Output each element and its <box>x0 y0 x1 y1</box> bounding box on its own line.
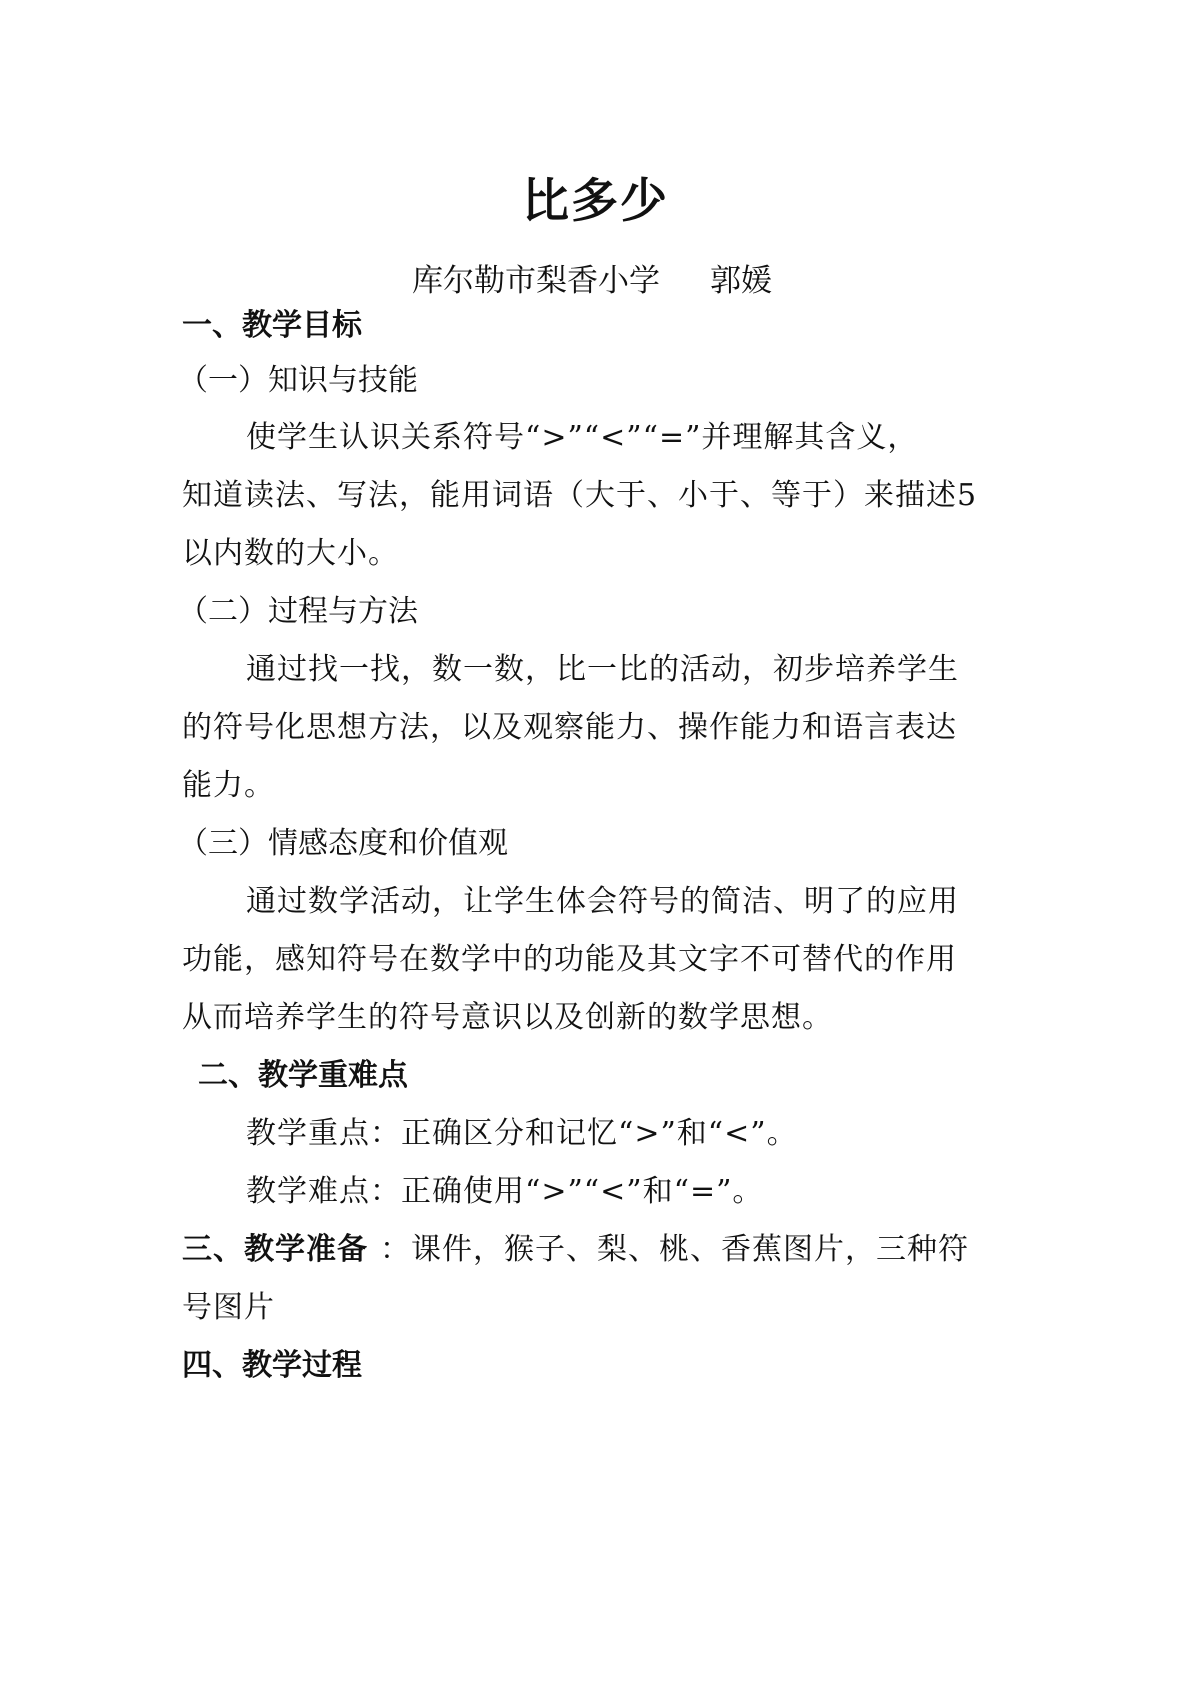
key-point-line: 教学重点：正确区分和记忆“>”和“<”。 <box>246 1116 798 1151</box>
difficult-point-line: 教学难点：正确使用“>”“<”和“=”。 <box>246 1174 764 1209</box>
paragraph-line: 功能，感知符号在数学中的功能及其文字不可替代的作用 <box>182 942 957 977</box>
paragraph-line: 知道读法、写法，能用词语（大于、小于、等于）来描述5 <box>182 478 978 513</box>
byline <box>412 258 772 304</box>
paragraph-line: 从而培养学生的符号意识以及创新的数学思想。 <box>182 1000 833 1035</box>
subsection-heading-values: （三）情感态度和价值观 <box>178 826 508 861</box>
section-heading-process: 四、教学过程 <box>182 1348 362 1383</box>
section-heading-preparation: 三、教学准备 <box>182 1232 368 1267</box>
paragraph-line: 通过数学活动，让学生体会符号的简洁、明了的应用 <box>246 884 959 919</box>
section-heading-goals: 一、教学目标 <box>182 308 362 343</box>
paragraph-line: 的符号化思想方法，以及观察能力、操作能力和语言表达 <box>182 710 957 745</box>
preparation-line-continued: 号图片 <box>182 1290 275 1325</box>
page-title: 比多少 <box>522 174 669 229</box>
preparation-line <box>182 1227 969 1273</box>
author-name: 郭媛 <box>710 263 772 299</box>
preparation-content: ：课件，猴子、梨、桃、香蕉图片，三种符 <box>380 1232 969 1267</box>
paragraph-line: 使学生认识关系符号“>”“<”“=”并理解其含义， <box>246 420 919 455</box>
paragraph-line: 通过找一找，数一数，比一比的活动，初步培养学生 <box>246 652 959 687</box>
subsection-heading-knowledge: （一）知识与技能 <box>178 363 418 398</box>
section-heading-key-points: 二、教学重难点 <box>198 1058 408 1093</box>
paragraph-line: 以内数的大小。 <box>182 536 399 571</box>
paragraph-line: 能力。 <box>182 768 275 803</box>
subsection-heading-process: （二）过程与方法 <box>178 594 418 629</box>
school-name: 库尔勒市梨香小学 <box>412 263 660 299</box>
